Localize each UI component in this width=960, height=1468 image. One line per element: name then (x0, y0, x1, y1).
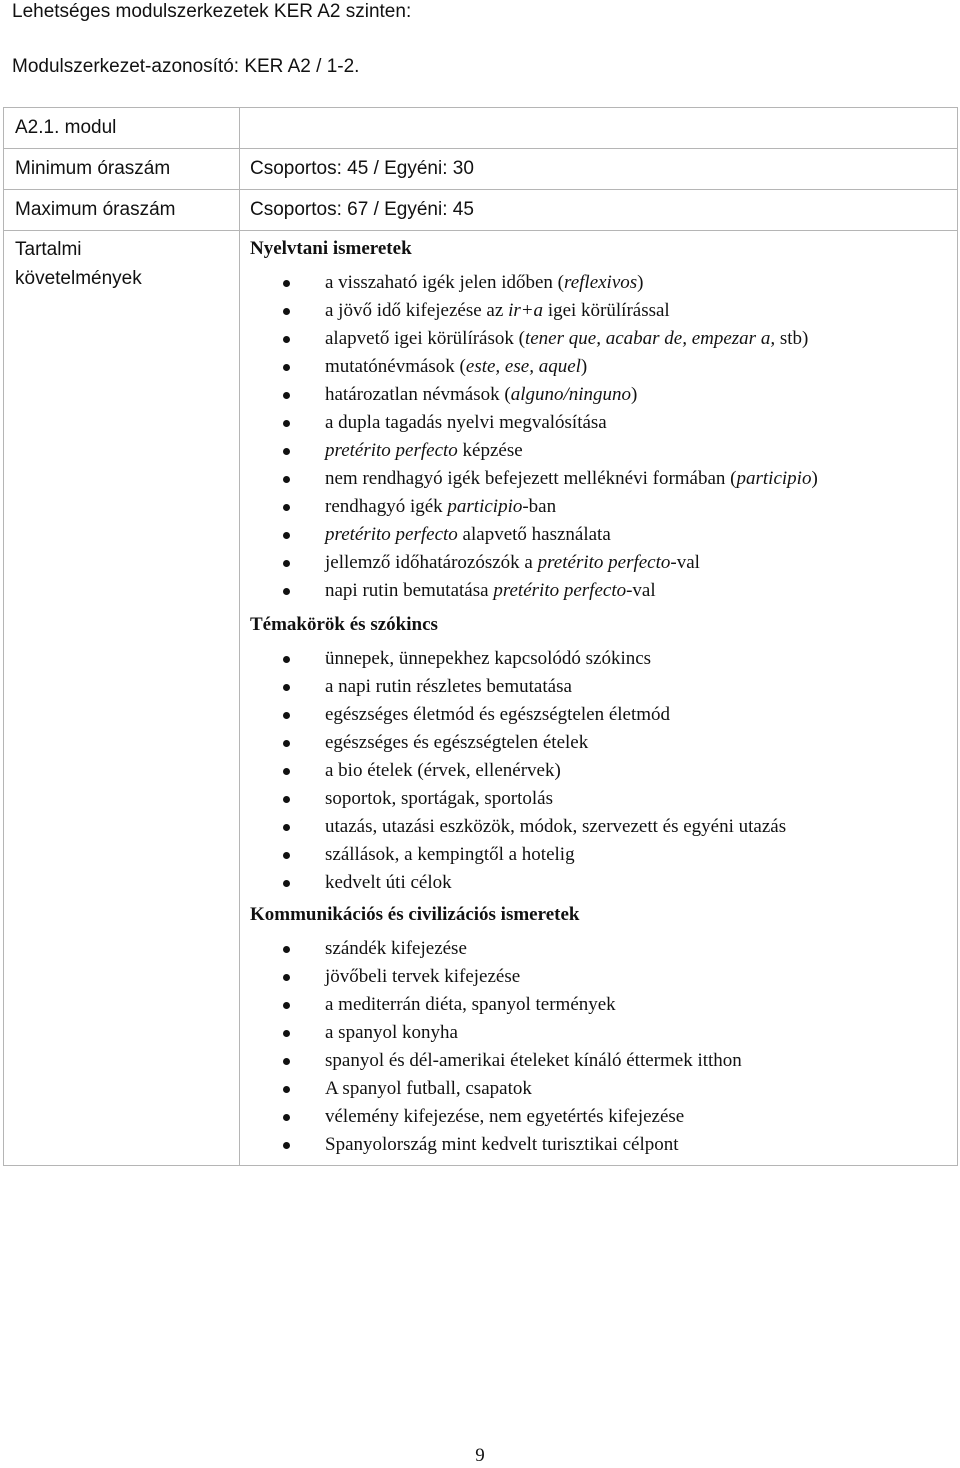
italic-term: pretérito perfecto (325, 440, 458, 461)
bullet-icon (283, 684, 290, 691)
list-item (250, 729, 951, 757)
list-item-text: egészséges és egészségtelen ételek (325, 732, 589, 753)
list-item-text: szándék kifejezése (325, 938, 467, 959)
bullet-icon (283, 392, 290, 399)
module-table (3, 107, 958, 1166)
module-title: A2.1. modul (15, 117, 117, 138)
list-item-text: jellemző időhatározószók a (325, 552, 538, 573)
bullet-icon (283, 768, 290, 775)
italic-term: participio (736, 468, 812, 489)
list-item (250, 325, 951, 353)
italic-term: pretérito perfecto (537, 552, 671, 573)
italic-term: pretérito perfecto (325, 524, 458, 545)
bullet-icon (283, 852, 290, 859)
content-requirements-cell (240, 231, 958, 1166)
bullet-icon (283, 1114, 290, 1121)
list-item-text: határozatlan névmások ( (325, 384, 511, 405)
bullet-icon (283, 504, 290, 511)
list-item (250, 353, 951, 381)
list-item (250, 549, 951, 577)
module-title-empty-cell (240, 108, 958, 149)
bullet-icon (283, 532, 290, 539)
list-item-text: -val (626, 580, 656, 601)
bullet-icon (283, 448, 290, 455)
list-item-text: ) (811, 468, 818, 489)
list-item (250, 673, 951, 701)
max-hours-value: Csoportos: 67 / Egyéni: 45 (240, 190, 958, 231)
section-list-topics (250, 645, 951, 897)
list-item-text: a dupla tagadás nyelvi megvalósítása (325, 412, 607, 433)
italic-term: alguno/ninguno (510, 384, 632, 405)
content-requirements-label (4, 231, 240, 1166)
list-item-text: a napi rutin részletes bemutatása (325, 676, 572, 697)
bullet-icon (283, 824, 290, 831)
bullet-icon (283, 1058, 290, 1065)
list-item (250, 1131, 951, 1159)
bullet-icon (283, 880, 290, 887)
bullet-icon (283, 560, 290, 567)
list-item-text: kedvelt úti célok (325, 872, 452, 893)
section-title-topics: Témakörök és szókincs (250, 614, 438, 635)
list-item-text: Spanyolország mint kedvelt turisztikai célpont (325, 1134, 679, 1155)
list-item (250, 381, 951, 409)
list-item-text: mutatónévmások ( (325, 356, 466, 377)
list-item-text: alapvető használata (457, 524, 611, 545)
list-item (250, 1047, 951, 1075)
list-item-text: napi rutin bemutatása (325, 580, 494, 601)
bullet-icon (283, 974, 290, 981)
module-structure-id: Modulszerkezet-azonosító: KER A2 / 1-2. (12, 56, 360, 77)
list-item-text: -val (670, 552, 700, 573)
list-item-text: ) (637, 272, 644, 293)
list-item (250, 991, 951, 1019)
list-item-text: a mediterrán diéta, spanyol termények (325, 994, 616, 1015)
list-item-text: a jövő idő kifejezése az (325, 300, 509, 321)
list-item (250, 1075, 951, 1103)
section-title-grammar: Nyelvtani ismeretek (250, 238, 412, 259)
list-item-text: nem rendhagyó igék befejezett melléknévi formában ( (325, 468, 737, 489)
bullet-icon (283, 588, 290, 595)
list-item (250, 701, 951, 729)
list-item (250, 963, 951, 991)
italic-term: pretérito perfecto (493, 580, 627, 601)
bullet-icon (283, 1030, 290, 1037)
list-item-text: a visszaható igék jelen időben ( (325, 272, 565, 293)
bullet-icon (283, 420, 290, 427)
bullet-icon (283, 476, 290, 483)
list-item (250, 577, 951, 605)
list-item-text: ünnepek, ünnepekhez kapcsolódó szókincs (325, 648, 652, 669)
min-hours-value: Csoportos: 45 / Egyéni: 30 (240, 149, 958, 190)
bullet-icon (283, 946, 290, 953)
content-requirements-label-line: követelmények (15, 268, 142, 289)
italic-term: este, ese, aquel (465, 356, 581, 377)
list-item (250, 521, 951, 549)
bullet-icon (283, 280, 290, 287)
list-item-text: igei körülírással (543, 300, 670, 321)
page-number: 9 (475, 1445, 485, 1466)
min-hours-label: Minimum óraszám (4, 149, 240, 190)
list-item (250, 409, 951, 437)
list-item (250, 493, 951, 521)
list-item (250, 1103, 951, 1131)
list-item-text: stb) (775, 328, 809, 349)
list-item-text: rendhagyó igék (325, 496, 448, 517)
list-item-text: spanyol és dél-amerikai ételeket kínáló éttermek itthon (325, 1050, 742, 1071)
list-item-text: ) (580, 356, 588, 377)
bullet-icon (283, 712, 290, 719)
bullet-icon (283, 1002, 290, 1009)
list-item (250, 297, 951, 325)
list-item (250, 841, 951, 869)
italic-term: reflexivos (564, 272, 638, 293)
section-title-communication: Kommunikációs és civilizációs ismeretek (250, 904, 580, 925)
bullet-icon (283, 336, 290, 343)
section-list-communication (250, 935, 951, 1159)
italic-term: ir+a (508, 300, 544, 321)
bullet-icon (283, 1086, 290, 1093)
min-hours-row (4, 149, 958, 190)
document-heading: Lehetséges modulszerkezetek KER A2 szinten: (12, 1, 412, 22)
list-item (250, 935, 951, 963)
list-item (250, 437, 951, 465)
bullet-icon (283, 740, 290, 747)
italic-term: tener que, acabar de, empezar a, (524, 328, 776, 349)
bullet-icon (283, 656, 290, 663)
list-item (250, 269, 951, 297)
bullet-icon (283, 364, 290, 371)
list-item (250, 785, 951, 813)
list-item (250, 813, 951, 841)
list-item-text: A spanyol futball, csapatok (325, 1078, 532, 1099)
bullet-icon (283, 796, 290, 803)
list-item (250, 869, 951, 897)
list-item-text: ) (631, 384, 638, 405)
list-item (250, 645, 951, 673)
list-item-text: alapvető igei körülírások ( (325, 328, 525, 349)
cell-bottom-spacer (250, 1159, 951, 1165)
list-item-text: utazás, utazási eszközök, módok, szervezett és egyéni utazás (325, 816, 787, 837)
list-item-text: soportok, sportágak, sportolás (325, 788, 553, 809)
max-hours-row (4, 190, 958, 231)
list-item-text: vélemény kifejezése, nem egyetértés kifejezése (325, 1106, 685, 1127)
list-item-text: a bio ételek (érvek, ellenérvek) (325, 760, 561, 781)
module-title-cell (4, 108, 240, 149)
list-item-text: -ban (522, 496, 557, 517)
list-item-text: a spanyol konyha (325, 1022, 458, 1043)
bullet-icon (283, 308, 290, 315)
list-item-text: jövőbeli tervek kifejezése (325, 966, 521, 987)
max-hours-label: Maximum óraszám (4, 190, 240, 231)
module-title-row (4, 108, 958, 149)
italic-term: participio (447, 496, 523, 517)
bullet-icon (283, 1142, 290, 1149)
list-item (250, 465, 951, 493)
list-item (250, 757, 951, 785)
list-item-text: egészséges életmód és egészségtelen életmód (325, 704, 671, 725)
list-item (250, 1019, 951, 1047)
list-item-text: szállások, a kempingtől a hotelig (325, 844, 575, 865)
list-item-text: képzése (457, 440, 523, 461)
section-list-grammar (250, 269, 951, 605)
content-requirements-label-line: Tartalmi (15, 239, 82, 260)
content-requirements-row (4, 231, 958, 1166)
